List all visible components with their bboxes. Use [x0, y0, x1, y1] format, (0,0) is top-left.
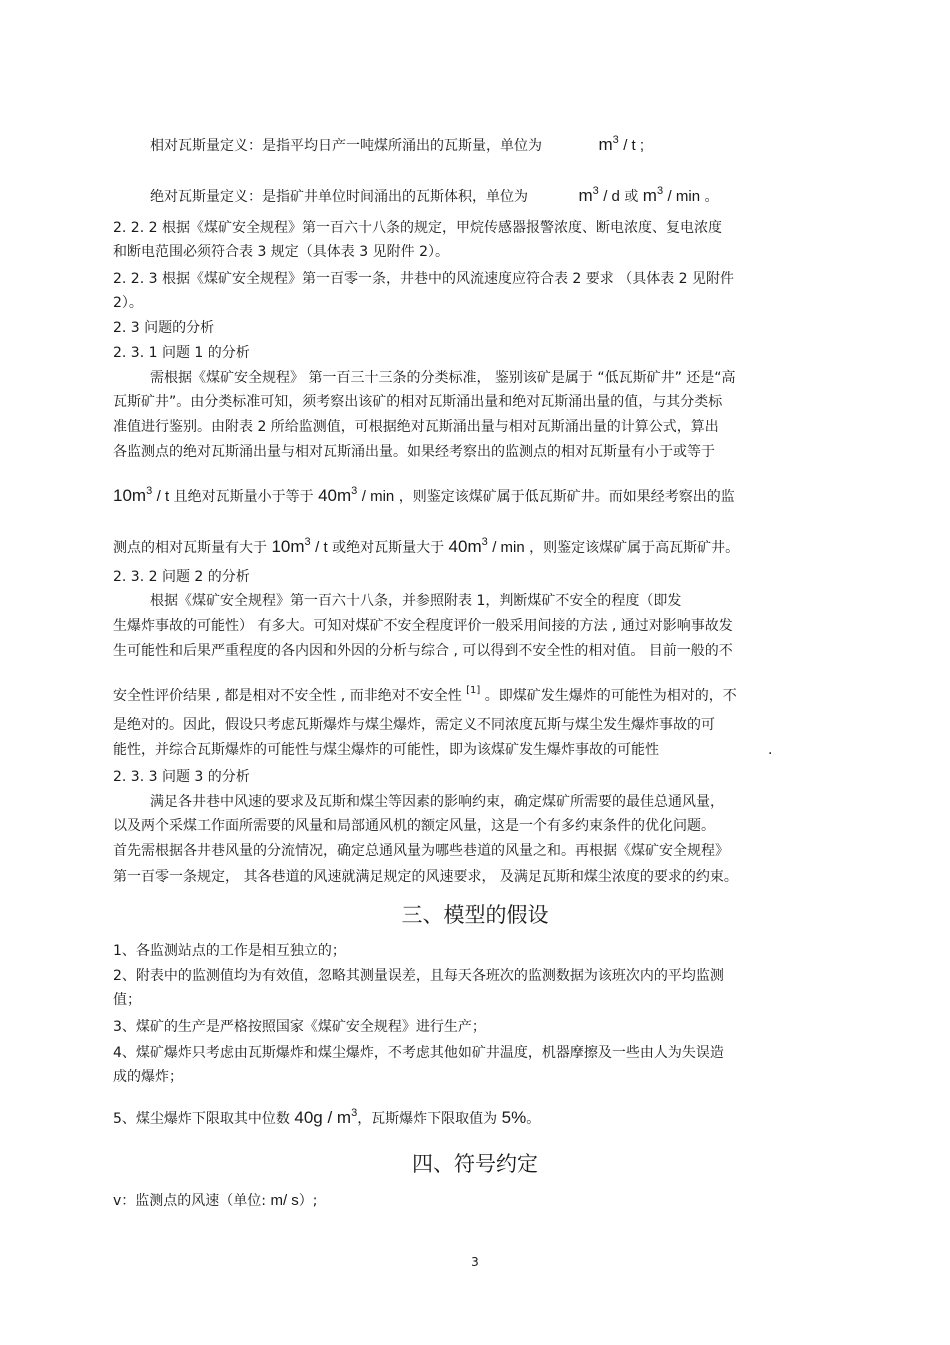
section-2-3-1-line-3: 准值进行鉴别。由附表 2 所给监测值，可根据绝对瓦斯涌出量与相对瓦斯涌出量的计算公式，算出 [113, 419, 719, 435]
section-2-3-2-line-5: 是绝对的。因此，假设只考虑瓦斯爆炸与煤尘爆炸，需定义不同浓度瓦斯与煤尘发生爆炸事故的可 [113, 717, 715, 733]
section-2-3-3-line-3: 首先需根据各井巷风量的分流情况，确定总通风量为哪些巷道的风量之和。再根据《煤矿安全规程》 [113, 843, 729, 859]
section-2-3-1-line-6: 测点的相对瓦斯量有大于 $10m^3$ / t 或绝对瓦斯量大于 $40m^3$ / min ，则鉴定该煤矿属于高瓦斯矿井。 [113, 536, 740, 556]
assumption-4-line-2: 成的爆炸； [113, 1069, 183, 1085]
assumption-3: 3、煤矿的生产是严格按照国家《煤矿安全规程》进行生产； [113, 1019, 486, 1035]
section-2-3-2-line-4: 安全性评价结果 , 都是相对不安全性 , 而非绝对不安全性 [1] 。即煤矿发生爆炸的可能性为相对的，不 [113, 685, 737, 704]
section-2-3-3-heading: 2. 3. 3 问题 3 的分析 [113, 769, 250, 785]
section-2-3-2-line-3: 生可能性和后果严重程度的各内因和外因的分析与综合 , 可以得到不安全性的相对值。 目前一般的不 [113, 643, 733, 659]
absolute-gas-definition: 绝对瓦斯量定义：是指矿井单位时间涌出的瓦斯体积，单位为 $m^3$ / d 或 $m^3$ / min 。 [150, 185, 719, 205]
assumption-4-line-1: 4、煤矿爆炸只考虑由瓦斯爆炸和煤尘爆炸，不考虑其他如矿井温度，机器摩擦及一些由人为失误造 [113, 1045, 724, 1061]
section-2-2-2-line-2: 和断电范围必须符合表 3 规定（具体表 3 见附件 2）。 [113, 244, 449, 260]
section-2-3-3-line-4: 第一百零一条规定， 其各巷道的风速就满足规定的风速要求， 及满足瓦斯和煤尘浓度的要求的约束。 [113, 869, 738, 885]
section-2-2-3-line-2: 2）。 [113, 295, 143, 311]
section-2-3-3-line-2: 以及两个采煤工作面所需要的风量和局部通风机的额定风量，这是一个有多约束条件的优化问题。 [113, 818, 715, 834]
assumption-2-line-2: 值； [113, 992, 141, 1008]
section-2-3-heading: 2. 3 问题的分析 [113, 320, 215, 336]
section-2-3-2-line-6-end: . [768, 742, 773, 758]
section-3-title: 三、模型的假设 [401, 903, 549, 927]
assumption-2-line-1: 2、附表中的监测值均为有效值，忽略其测量误差，且每天各班次的监测数据为该班次内的平均监测 [113, 968, 724, 984]
section-4-title: 四、符号约定 [412, 1152, 538, 1176]
section-2-3-2-line-2: 生爆炸事故的可能性） 有多大。可知对煤矿不安全程度评价一般采用间接的方法 , 通过对影响事故发 [113, 618, 733, 634]
section-2-3-1-line-5: $10m^3$ / t 且绝对瓦斯量小于等于 $40m^3$ / min ，则鉴定该煤矿属于低瓦斯矿井。而如果经考察出的监 [113, 485, 735, 505]
assumption-5: 5、煤尘爆炸下限取其中位数 $40g / m^3$，瓦斯爆炸下限取值为 5%。 [113, 1107, 541, 1127]
assumption-1: 1、各监测站点的工作是相互独立的； [113, 943, 346, 959]
section-2-3-1-line-4: 各监测点的绝对瓦斯涌出量与相对瓦斯涌出量。如果经考察出的监测点的相对瓦斯量有小于或等于 [113, 444, 715, 460]
section-2-3-3-line-1: 满足各井巷中风速的要求及瓦斯和煤尘等因素的影响约束，确定煤矿所需要的最佳总通风量， [150, 794, 724, 810]
section-2-3-2-heading: 2. 3. 2 问题 2 的分析 [113, 569, 250, 585]
section-2-3-2-line-6: 能性，并综合瓦斯爆炸的可能性与煤尘爆炸的可能性，即为该煤矿发生爆炸事故的可能性 [113, 742, 659, 758]
section-2-2-2-line-1: 2. 2. 2 根据《煤矿安全规程》第一百六十八条的规定，甲烷传感器报警浓度、断电浓度、复电浓度 [113, 220, 722, 236]
relative-gas-definition: 相对瓦斯量定义：是指平均日产一吨煤所涌出的瓦斯量，单位为 $m^3$ / t ; [150, 134, 645, 154]
section-2-3-1-line-2: 瓦斯矿井”。由分类标准可知，须考察出该矿的相对瓦斯涌出量和绝对瓦斯涌出量的值，与其分类标 [113, 394, 723, 410]
symbol-v: v：监测点的风速（单位: m/ s）; [113, 1192, 318, 1209]
section-2-3-1-line-1: 需根据《煤矿安全规程》 第一百三十三条的分类标准， 鉴别该矿是属于 “低瓦斯矿井” 还是“高 [150, 370, 736, 386]
citation-ref: [1] [466, 685, 481, 696]
page-number: 3 [471, 1255, 479, 1269]
section-2-3-1-heading: 2. 3. 1 问题 1 的分析 [113, 345, 250, 361]
section-2-3-2-line-1: 根据《煤矿安全规程》第一百六十八条，并参照附表 1，判断煤矿不安全的程度（即发 [150, 593, 682, 609]
section-2-2-3-line-1: 2. 2. 3 根据《煤矿安全规程》第一百零一条，井巷中的风流速度应符合表 2 要求 （具体表 2 见附件 [113, 271, 735, 287]
